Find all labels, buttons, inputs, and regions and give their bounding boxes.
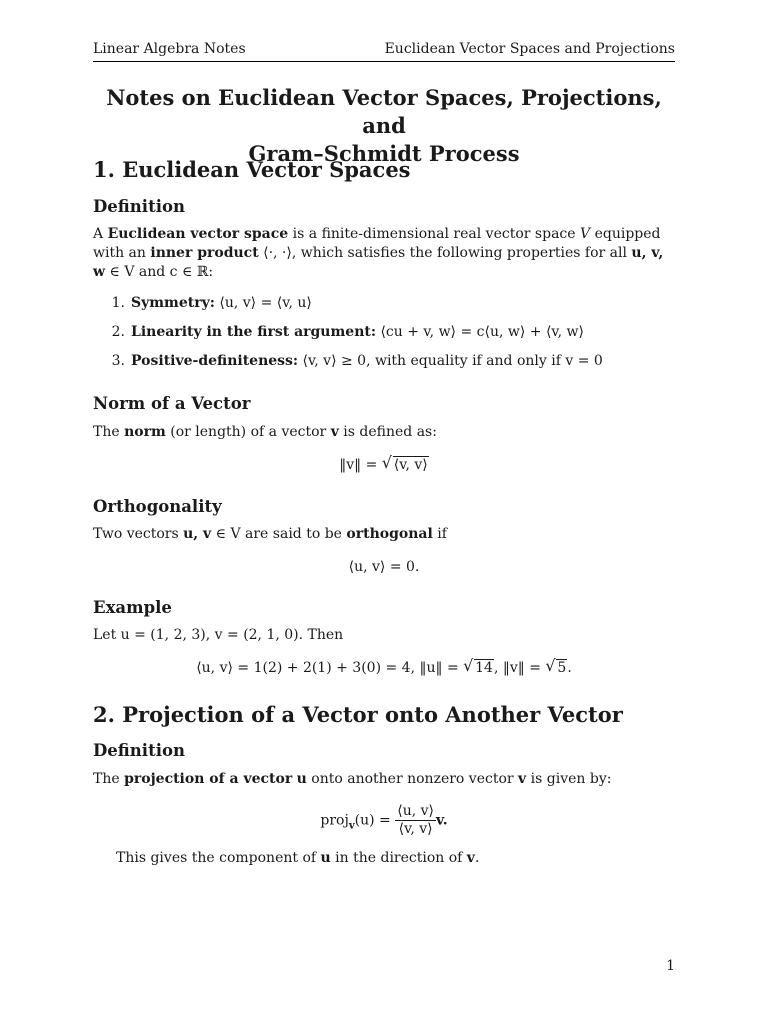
definition-paragraph [93, 225, 675, 282]
running-header [93, 40, 675, 62]
math-v: v [518, 771, 527, 787]
text-run: onto another nonzero vector [306, 771, 519, 787]
math-u: u [320, 850, 331, 866]
term-euclidean-vector-space: Euclidean vector space [107, 226, 289, 242]
eq-part: . [567, 660, 572, 676]
radicand: 14 [475, 660, 493, 676]
projection-paragraph [93, 770, 675, 789]
text-run: equipped with an [93, 226, 661, 261]
page-number: 1 [666, 958, 675, 974]
text-run: This gives the component of [116, 850, 321, 866]
section-1-heading: 1. Euclidean Vector Spaces [93, 157, 411, 182]
orthogonality-equation: ⟨u, v⟩ = 0. [348, 559, 420, 575]
item-number: 2. [111, 323, 125, 340]
orthogonality-paragraph [93, 525, 675, 544]
example-heading: Example [93, 598, 172, 617]
list-item [93, 317, 675, 346]
proj-subscript: v [348, 820, 355, 832]
header-right: Euclidean Vector Spaces and Projections [384, 41, 675, 57]
term-inner-product: inner product [150, 245, 259, 261]
term-projection: projection of a vector [124, 771, 293, 787]
norm-equation [93, 455, 675, 475]
norm-heading: Norm of a Vector [93, 394, 251, 413]
term-orthogonal: orthogonal [346, 526, 433, 542]
sqrt-symbol [545, 658, 567, 678]
text-run: A [93, 226, 108, 242]
norm-paragraph [93, 423, 675, 442]
definition-heading: Definition [93, 197, 185, 216]
sqrt-symbol [463, 658, 494, 678]
inner-product-properties-list [93, 288, 675, 375]
math-v: v [466, 850, 475, 866]
math-V: V [580, 226, 591, 242]
text-run: The [93, 424, 125, 440]
eq-tail: v. [435, 812, 448, 829]
eq-part: ⟨u, v⟩ = 1(2) + 2(1) + 3(0) = 4, ‖u‖ = [196, 660, 464, 676]
list-item [93, 346, 675, 375]
item-formula: ⟨cu + v, w⟩ = c⟨u, w⟩ + ⟨v, w⟩ [380, 323, 584, 340]
orthogonality-heading: Orthogonality [93, 497, 222, 516]
item-formula: ⟨u, v⟩ = ⟨v, u⟩ [219, 294, 312, 311]
title-line-1: Notes on Euclidean Vector Spaces, Projections, and [106, 85, 662, 138]
item-number: 3. [111, 352, 125, 369]
list-item [93, 288, 675, 317]
math-v: v [330, 424, 339, 440]
header-left: Linear Algebra Notes [93, 41, 246, 57]
fraction [395, 803, 436, 838]
definition-heading-2: Definition [93, 741, 185, 760]
item-formula: ⟨v, v⟩ ≥ 0, with equality if and only if v = 0 [302, 352, 603, 369]
term-norm: norm [124, 424, 166, 440]
text-run: is defined as: [338, 424, 437, 440]
item-label: Positive-definiteness: [131, 352, 299, 369]
example-equation [93, 658, 675, 678]
item-number: 1. [111, 294, 125, 311]
eq-part: , ‖v‖ = [493, 660, 546, 676]
example-paragraph: Let u = (1, 2, 3), v = (2, 1, 0). Then [93, 627, 344, 643]
radicand: ⟨v, v⟩ [393, 457, 428, 473]
text-run: is given by: [526, 771, 612, 787]
sqrt-symbol [382, 455, 429, 475]
radicand: 5 [557, 660, 567, 676]
fraction-numerator: ⟨u, v⟩ [397, 803, 434, 819]
text-run: ⟨·, ·⟩, which satisfies the following properties for all [258, 245, 632, 261]
projection-note [93, 849, 675, 868]
projection-equation [93, 803, 675, 838]
text-run: The [93, 771, 125, 787]
text-run: is a finite-dimensional real vector space [288, 226, 580, 242]
title-line-2: Gram–Schmidt Process [248, 141, 520, 166]
text-run: ∈ V and c ∈ ℝ: [105, 264, 214, 280]
text-run: Two vectors [93, 526, 184, 542]
math-u: u [296, 771, 307, 787]
item-label: Symmetry: [131, 294, 215, 311]
section-2-heading: 2. Projection of a Vector onto Another Vector [93, 702, 623, 727]
text-run: ∈ V are said to be [211, 526, 347, 542]
item-label: Linearity in the first argument: [131, 323, 377, 340]
eq-lhs: ‖v‖ = [339, 457, 382, 473]
text-run: (or length) of a vector [165, 424, 331, 440]
proj-argument: (u) = [354, 812, 396, 829]
math-uv: u, v [183, 526, 212, 542]
fraction-denominator: ⟨v, v⟩ [398, 821, 433, 837]
proj-operator: proj [320, 812, 349, 829]
text-run: . [474, 850, 480, 866]
text-run: if [432, 526, 447, 542]
document-page [93, 0, 675, 1024]
math-uvw: u, v, w [93, 245, 664, 280]
text-run: in the direction of [330, 850, 467, 866]
